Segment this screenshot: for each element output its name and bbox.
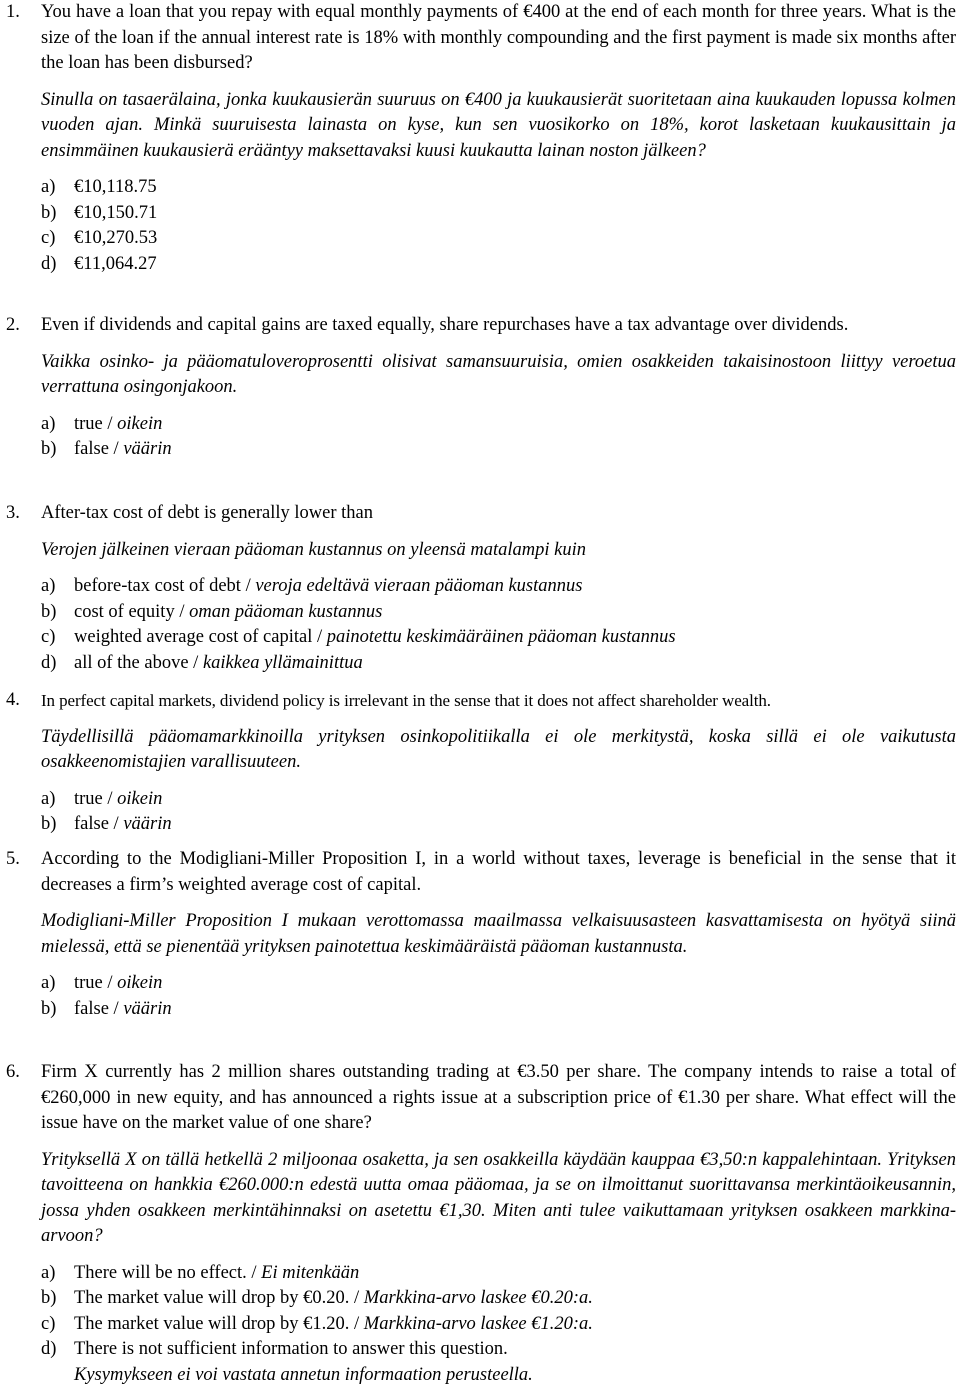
option-text-en: true / — [74, 973, 118, 993]
option-letter: d) — [41, 253, 57, 274]
question-number: 2. — [6, 315, 20, 335]
option-a[interactable] — [41, 175, 956, 201]
option-text-en: true / — [74, 413, 118, 434]
option-letter: c) — [41, 228, 56, 248]
question-text-fi: Vaikka osinko- ja pääomatuloveroprosentti olisivat samansuuruisia, omien osakkeiden takaisinostoon liittyy veroetua verrattuna osingonjakoon. — [41, 351, 956, 397]
question-number: 1. — [6, 2, 20, 22]
options-list — [41, 787, 956, 838]
option-a[interactable] — [41, 1261, 956, 1287]
option-text-en: The market value will drop by €1.20. / — [74, 1313, 364, 1334]
option-letter: c) — [41, 627, 56, 647]
option-text-fi: kaikkea yllämainittua — [202, 652, 363, 673]
option-d[interactable] — [41, 651, 956, 677]
question-text-en: Firm X currently has 2 million shares outstanding trading at €3.50 per share. The company intends to raise a total of €260,000 in new equity, and has announced a rights issue at a subscription price of €1.30 per share. What effect will the issue have on the market value of one share? — [41, 1062, 956, 1133]
options-list — [41, 971, 956, 1022]
option-letter: b) — [41, 439, 57, 459]
option-text-en: cost of equity / — [74, 601, 190, 622]
option-text-fi: oikein — [117, 413, 163, 434]
option-b[interactable] — [41, 600, 956, 626]
option-letter: d) — [41, 652, 57, 673]
option-letter: b) — [41, 1288, 57, 1308]
option-letter: b) — [41, 601, 57, 622]
option-text-en: €10,118.75 — [74, 177, 157, 197]
question-number: 5. — [6, 849, 20, 869]
option-letter: a) — [41, 413, 56, 434]
question-text-en: According to the Modigliani-Miller Proposition I, in a world without taxes, leverage is beneficial in the sense that it decreases a firm’s weighted average cost of capital. — [41, 849, 956, 895]
question-5 — [0, 847, 960, 1022]
option-letter: a) — [41, 576, 56, 596]
option-letter: a) — [41, 788, 56, 809]
option-d-text-fi: Kysymykseen ei voi vastata annetun informaation perusteella. — [74, 1364, 533, 1385]
option-text-en: There will be no effect. / — [74, 1262, 262, 1283]
option-text-fi: Markkina-arvo laskee €0.20:a. — [363, 1288, 593, 1308]
option-b[interactable] — [41, 201, 956, 227]
question-text-en: You have a loan that you repay with equal monthly payments of €400 at the end of each month for three years. What is the size of the loan if the annual interest rate is 18% with monthly compounding and the first payment is made six months after the loan has been disbursed? — [41, 2, 956, 73]
option-letter: a) — [41, 177, 56, 197]
question-text-fi: Verojen jälkeinen vieraan pääoman kustannus on yleensä matalampi kuin — [41, 539, 586, 560]
option-b[interactable] — [41, 812, 956, 838]
option-text-en: true / — [74, 788, 118, 809]
question-4 — [0, 688, 960, 838]
question-text-fi: Sinulla on tasaerälaina, jonka kuukausierän suuruus on €400 ja kuukausierät suoritetaan aina kuukauden lopussa kolmen vuoden ajan. Minkä suuruisesta lainasta on kyse, kun sen vuosikorko on 18%, korot lasketaan kuukausittain ja ensimmäinen kuukausierä erääntyy maksettavaksi kuusi kuukautta lainan noston jälkeen? — [41, 89, 956, 161]
question-6 — [0, 1060, 960, 1388]
option-c[interactable] — [41, 226, 956, 252]
option-b[interactable] — [41, 437, 956, 463]
option-text-fi: Markkina-arvo laskee €1.20:a. — [363, 1313, 593, 1334]
option-text-en: weighted average cost of capital / — [74, 627, 327, 647]
option-text-en: The market value will drop by €0.20. / — [74, 1288, 364, 1308]
option-text-en: €11,064.27 — [74, 253, 157, 274]
option-c[interactable] — [41, 1312, 956, 1338]
options-list — [41, 1261, 956, 1389]
option-text-en: before-tax cost of debt / — [74, 576, 256, 596]
option-text-en: false / — [74, 814, 124, 834]
question-text-fi: Yrityksellä X on tällä hetkellä 2 miljoonaa osaketta, ja sen osakkeilla käydään kauppaa €3,50:n kappalehintaan. Yrityksen tavoitteena on hankkia €260.000:n edestä uutta omaa pääomaa, ja se on ilmoittanut suorittavansa merkintäoikeusannin, jossa yhden osakkeen merkintähinnaksi on asetettu €1,30. Miten anti tulee vaikuttamaan yrityksen osakkeen markkina-arvoon? — [41, 1149, 956, 1246]
option-text-fi: oikein — [117, 788, 163, 809]
option-letter: b) — [41, 998, 57, 1019]
question-number: 3. — [6, 503, 20, 523]
options-list — [41, 574, 956, 676]
option-letter: d) — [41, 1339, 57, 1359]
option-text-en: all of the above / — [74, 652, 203, 673]
option-text-fi: painotettu keskimääräinen pääoman kustannus — [326, 627, 676, 647]
option-letter: a) — [41, 1262, 56, 1283]
option-letter: c) — [41, 1313, 56, 1334]
question-text-en: Even if dividends and capital gains are taxed equally, share repurchases have a tax advantage over dividends. — [41, 315, 849, 335]
option-text-fi: Ei mitenkään — [261, 1262, 360, 1283]
option-a[interactable] — [41, 787, 956, 813]
question-text-en: After-tax cost of debt is generally lower than — [41, 503, 373, 523]
option-text-fi: väärin — [123, 814, 172, 834]
option-letter: a) — [41, 973, 56, 993]
option-b[interactable] — [41, 997, 956, 1023]
question-text-fi: Täydellisillä pääomamarkkinoilla yrityksen osinkopolitiikalla ei ole merkitystä, koska sillä ei ole vaikutusta osakkeenomistajien varallisuuteen. — [41, 726, 956, 772]
option-text-en: false / — [74, 998, 124, 1019]
options-list — [41, 412, 956, 463]
question-2 — [0, 313, 960, 463]
option-letter: b) — [41, 202, 57, 223]
question-number: 6. — [6, 1062, 20, 1082]
option-text-fi: oman pääoman kustannus — [189, 601, 383, 622]
option-d[interactable] — [41, 1337, 956, 1363]
options-list — [41, 175, 956, 277]
option-c[interactable] — [41, 625, 956, 651]
option-d[interactable] — [41, 252, 956, 278]
option-letter: b) — [41, 814, 57, 834]
question-text-fi: Modigliani-Miller Proposition I mukaan verottomassa maailmassa velkaisuusasteen kasvattamisesta on hyötyä siinä mielessä, että se pienentää yrityksen painotettua keskimääräistä pääoman kustannusta. — [41, 911, 956, 957]
question-number: 4. — [6, 690, 20, 710]
option-a[interactable] — [41, 412, 956, 438]
question-text-en: In perfect capital markets, dividend policy is irrelevant in the sense that it does not affect shareholder wealth. — [41, 691, 771, 710]
question-3 — [0, 501, 960, 676]
question-1 — [0, 0, 960, 277]
option-a[interactable] — [41, 574, 956, 600]
option-text-fi: veroja edeltävä vieraan pääoman kustannus — [255, 576, 583, 596]
option-text-fi: väärin — [123, 998, 172, 1019]
option-text-fi: oikein — [117, 973, 163, 993]
option-text-en: €10,150.71 — [74, 202, 158, 223]
option-text-en: false / — [74, 439, 124, 459]
option-text-fi: väärin — [123, 439, 172, 459]
option-text-en: There is not sufficient information to answer this question. — [74, 1339, 508, 1359]
option-text-en: €10,270.53 — [74, 228, 158, 248]
option-b[interactable] — [41, 1286, 956, 1312]
option-a[interactable] — [41, 971, 956, 997]
